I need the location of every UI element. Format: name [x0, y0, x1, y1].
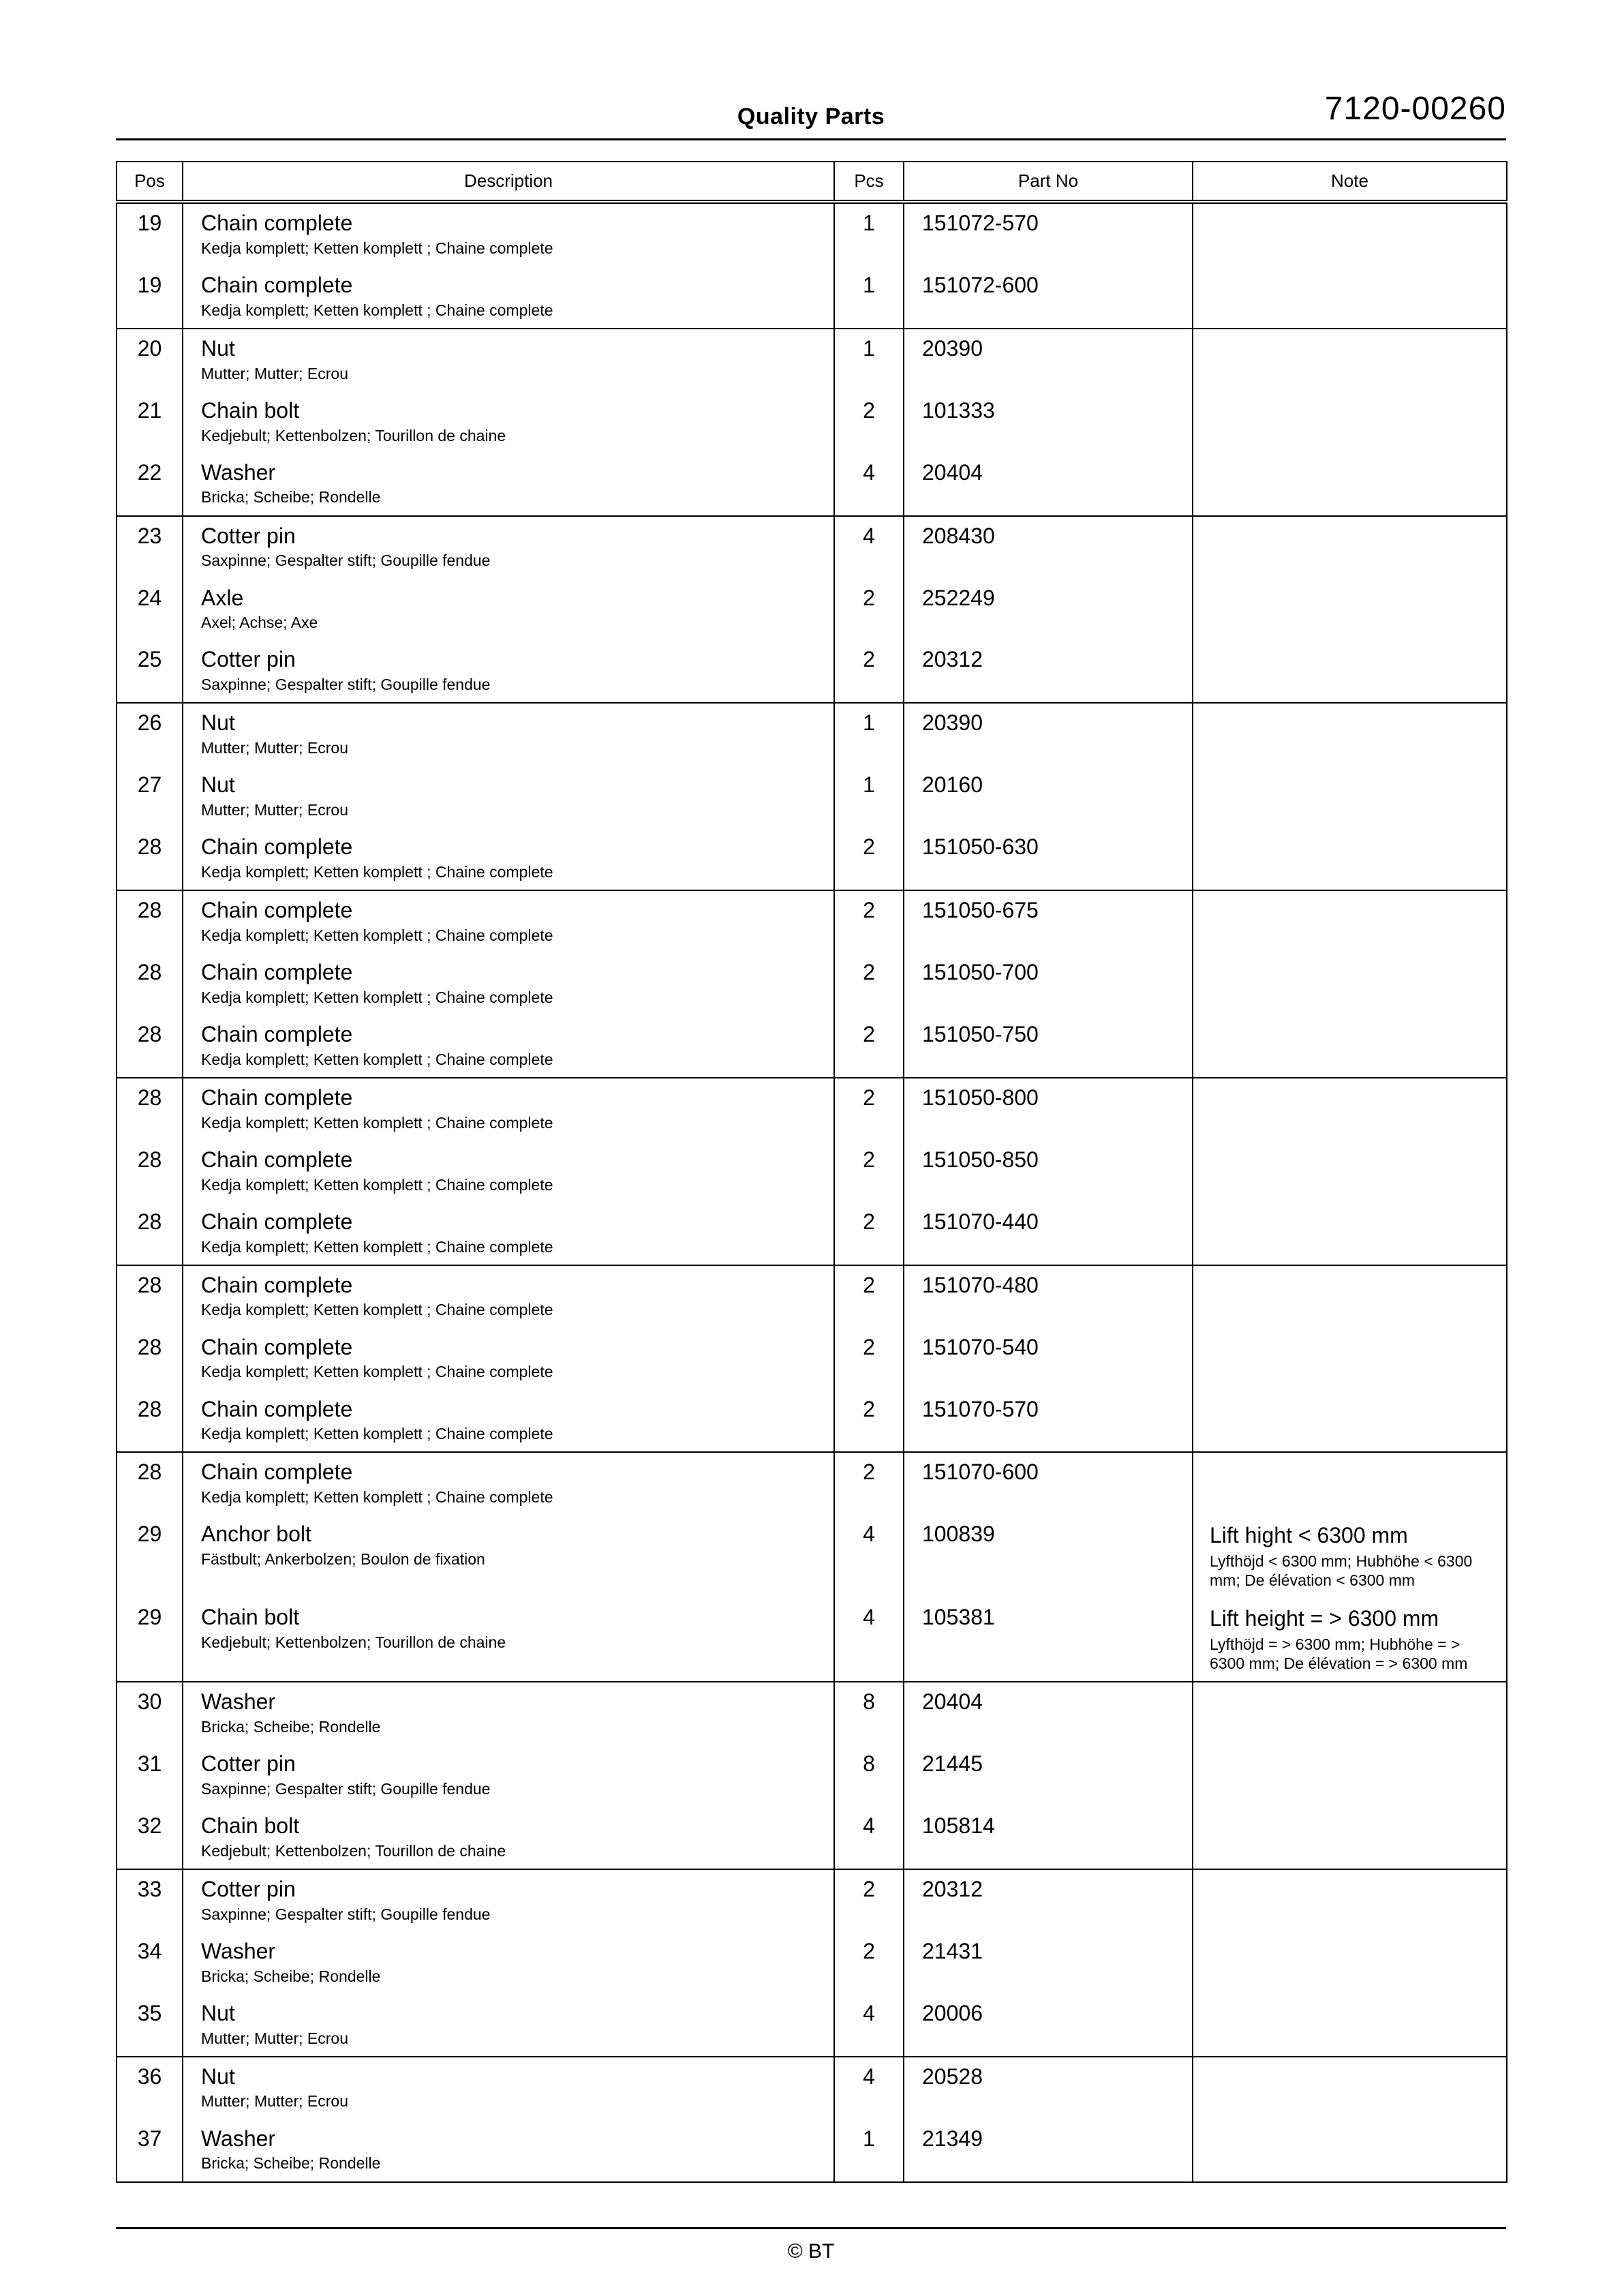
pos-cell: 28	[117, 1452, 183, 1515]
pos-cell: 28	[117, 828, 183, 890]
table-row	[117, 1203, 1507, 1265]
description-sub: Bricka; Scheibe; Rondelle	[201, 1967, 381, 1985]
column-header-pos: Pos	[117, 162, 183, 202]
pcs-cell: 2	[834, 1390, 904, 1453]
note-main: Lift hight < 6300 mm	[1210, 1523, 1408, 1548]
part-no-cell: 20006	[904, 1994, 1193, 2057]
note-cell	[1193, 1328, 1507, 1390]
description-cell	[183, 1807, 834, 1869]
pos-cell: 28	[117, 1265, 183, 1328]
pcs-cell: 4	[834, 453, 904, 516]
table-row	[117, 1078, 1507, 1141]
parts-table	[116, 161, 1508, 2183]
table-row	[117, 579, 1507, 641]
pcs-cell: 2	[834, 1932, 904, 1994]
description-cell	[183, 202, 834, 266]
part-no-cell: 20312	[904, 1869, 1193, 1932]
table-row	[117, 391, 1507, 453]
pos-cell: 24	[117, 579, 183, 641]
description-sub: Kedja komplett; Ketten komplett ; Chaine complete	[201, 988, 553, 1006]
note-cell	[1193, 516, 1507, 579]
description-cell	[183, 2057, 834, 2119]
description-main: Chain complete	[201, 1021, 353, 1046]
note-cell	[1193, 953, 1507, 1015]
description-main: Nut	[201, 2000, 235, 2025]
description-cell	[183, 1328, 834, 1390]
pos-cell: 28	[117, 1078, 183, 1141]
description-main: Chain bolt	[201, 1605, 300, 1630]
part-no-cell: 252249	[904, 579, 1193, 641]
table-row	[117, 453, 1507, 516]
pcs-cell: 4	[834, 1807, 904, 1869]
pos-cell: 34	[117, 1932, 183, 1994]
pcs-cell: 2	[834, 828, 904, 890]
description-main: Chain complete	[201, 1396, 353, 1421]
part-no-cell: 21445	[904, 1744, 1193, 1807]
description-sub: Mutter; Mutter; Ecrou	[201, 2029, 349, 2047]
pcs-cell: 2	[834, 1452, 904, 1515]
column-header-pcs: Pcs	[834, 162, 904, 202]
description-sub: Saxpinne; Gespalter stift; Goupille fendue	[201, 676, 491, 694]
description-cell	[183, 1078, 834, 1141]
description-sub: Mutter; Mutter; Ecrou	[201, 2092, 349, 2111]
pos-cell: 28	[117, 1328, 183, 1390]
table-row	[117, 1515, 1507, 1598]
note-cell	[1193, 640, 1507, 703]
table-row	[117, 1141, 1507, 1203]
part-no-cell: 151070-480	[904, 1265, 1193, 1328]
pos-cell: 20	[117, 329, 183, 391]
pcs-cell: 8	[834, 1682, 904, 1744]
note-cell	[1193, 1015, 1507, 1078]
pcs-cell: 2	[834, 579, 904, 641]
note-cell	[1193, 1265, 1507, 1328]
part-no-cell: 151070-600	[904, 1452, 1193, 1515]
description-cell	[183, 766, 834, 828]
description-cell	[183, 453, 834, 516]
description-main: Nut	[201, 335, 235, 361]
description-main: Chain complete	[201, 1272, 353, 1297]
note-main: Lift height = > 6300 mm	[1210, 1606, 1439, 1631]
description-sub: Saxpinne; Gespalter stift; Goupille fendue	[201, 1779, 491, 1798]
description-main: Chain complete	[201, 272, 353, 297]
table-row	[117, 1015, 1507, 1078]
description-cell	[183, 2119, 834, 2182]
table-row	[117, 640, 1507, 703]
pcs-cell: 4	[834, 1994, 904, 2057]
pos-cell: 28	[117, 1141, 183, 1203]
description-cell	[183, 828, 834, 890]
part-no-cell: 20404	[904, 453, 1193, 516]
note-cell	[1193, 1078, 1507, 1141]
pos-cell: 37	[117, 2119, 183, 2182]
description-main: Chain bolt	[201, 1813, 300, 1838]
note-cell	[1193, 1141, 1507, 1203]
part-no-cell: 105814	[904, 1807, 1193, 1869]
note-cell	[1193, 1994, 1507, 2057]
pos-cell: 26	[117, 703, 183, 766]
table-row	[117, 266, 1507, 329]
description-cell	[183, 1598, 834, 1682]
description-main: Chain complete	[201, 1209, 353, 1234]
pcs-cell: 4	[834, 2057, 904, 2119]
part-no-cell: 20390	[904, 703, 1193, 766]
pos-cell: 28	[117, 1390, 183, 1453]
pos-cell: 28	[117, 890, 183, 953]
note-cell	[1193, 1598, 1507, 1682]
table-row	[117, 703, 1507, 766]
description-cell	[183, 1744, 834, 1807]
part-no-cell: 21431	[904, 1932, 1193, 1994]
part-no-cell: 20390	[904, 329, 1193, 391]
description-main: Anchor bolt	[201, 1522, 311, 1547]
description-cell	[183, 1015, 834, 1078]
table-row	[117, 2119, 1507, 2182]
description-main: Cotter pin	[201, 1751, 296, 1777]
pos-cell: 27	[117, 766, 183, 828]
note-cell	[1193, 1390, 1507, 1453]
description-sub: Bricka; Scheibe; Rondelle	[201, 488, 381, 507]
description-sub: Kedjebult; Kettenbolzen; Tourillon de chaine	[201, 1841, 506, 1860]
pos-cell: 28	[117, 1203, 183, 1265]
description-sub: Kedja komplett; Ketten komplett ; Chaine complete	[201, 863, 553, 881]
part-no-cell: 151070-570	[904, 1390, 1193, 1453]
description-sub: Kedja komplett; Ketten komplett ; Chaine complete	[201, 1363, 553, 1381]
note-cell	[1193, 828, 1507, 890]
description-main: Chain complete	[201, 211, 353, 235]
table-row	[117, 1598, 1507, 1682]
description-sub: Kedja komplett; Ketten komplett ; Chaine complete	[201, 1237, 553, 1256]
page-footer	[116, 2227, 1506, 2263]
description-sub: Kedjebult; Kettenbolzen; Tourillon de chaine	[201, 426, 506, 444]
description-sub: Kedja komplett; Ketten komplett ; Chaine complete	[201, 1488, 553, 1507]
part-no-cell: 151072-570	[904, 202, 1193, 266]
note-cell	[1193, 1744, 1507, 1807]
table-row	[117, 516, 1507, 579]
pcs-cell: 2	[834, 1015, 904, 1078]
description-sub: Saxpinne; Gespalter stift; Goupille fendue	[201, 1905, 491, 1923]
pcs-cell: 2	[834, 1328, 904, 1390]
description-main: Chain complete	[201, 1460, 353, 1485]
part-no-cell: 20312	[904, 640, 1193, 703]
table-row	[117, 329, 1507, 391]
note-cell	[1193, 266, 1507, 329]
pos-cell: 25	[117, 640, 183, 703]
note-cell	[1193, 579, 1507, 641]
pos-cell: 19	[117, 266, 183, 329]
part-no-cell: 151050-800	[904, 1078, 1193, 1141]
description-main: Chain complete	[201, 834, 353, 860]
column-header-note: Note	[1193, 162, 1507, 202]
description-sub: Mutter; Mutter; Ecrou	[201, 801, 349, 819]
description-cell	[183, 391, 834, 453]
description-main: Nut	[201, 2064, 235, 2089]
pcs-cell: 2	[834, 1141, 904, 1203]
pos-cell: 32	[117, 1807, 183, 1869]
description-sub: Mutter; Mutter; Ecrou	[201, 739, 349, 757]
table-row	[117, 953, 1507, 1015]
note-cell	[1193, 1682, 1507, 1744]
column-header-part-no: Part No	[904, 162, 1193, 202]
pos-cell: 29	[117, 1515, 183, 1598]
pos-cell: 29	[117, 1598, 183, 1682]
description-cell	[183, 329, 834, 391]
table-row	[117, 1744, 1507, 1807]
table-header-row	[117, 162, 1507, 202]
table-row	[117, 828, 1507, 890]
part-no-cell: 101333	[904, 391, 1193, 453]
description-cell	[183, 579, 834, 641]
part-no-cell: 151070-540	[904, 1328, 1193, 1390]
pos-cell: 22	[117, 453, 183, 516]
description-cell	[183, 1265, 834, 1328]
note-cell	[1193, 391, 1507, 453]
description-cell	[183, 1682, 834, 1744]
description-cell	[183, 1452, 834, 1515]
pcs-cell: 1	[834, 2119, 904, 2182]
table-row	[117, 1869, 1507, 1932]
pos-cell: 19	[117, 202, 183, 266]
description-sub: Kedja komplett; Ketten komplett ; Chaine complete	[201, 1175, 553, 1194]
part-no-cell: 151050-700	[904, 953, 1193, 1015]
pcs-cell: 2	[834, 890, 904, 953]
description-sub: Kedja komplett; Ketten komplett ; Chaine complete	[201, 239, 553, 257]
note-cell	[1193, 1452, 1507, 1515]
table-row	[117, 1994, 1507, 2057]
description-sub: Saxpinne; Gespalter stift; Goupille fendue	[201, 552, 491, 570]
note-cell	[1193, 703, 1507, 766]
description-sub: Axel; Achse; Axe	[201, 614, 318, 632]
description-cell	[183, 640, 834, 703]
table-row	[117, 1265, 1507, 1328]
pos-cell: 35	[117, 1994, 183, 2057]
description-cell	[183, 953, 834, 1015]
part-no-cell: 20528	[904, 2057, 1193, 2119]
table-row	[117, 1328, 1507, 1390]
part-no-cell: 20160	[904, 766, 1193, 828]
description-main: Washer	[201, 459, 276, 485]
description-cell	[183, 1515, 834, 1598]
pcs-cell: 2	[834, 640, 904, 703]
description-sub: Mutter; Mutter; Ecrou	[201, 364, 349, 382]
note-cell	[1193, 329, 1507, 391]
pcs-cell: 2	[834, 1265, 904, 1328]
description-sub: Kedjebult; Kettenbolzen; Tourillon de chaine	[201, 1633, 506, 1652]
table-header	[117, 162, 1507, 202]
table-row	[117, 766, 1507, 828]
description-cell	[183, 703, 834, 766]
description-main: Nut	[201, 710, 235, 736]
pcs-cell: 1	[834, 202, 904, 266]
note-sub: Lyfthöjd < 6300 mm; Hubhöhe < 6300 mm; De élévation < 6300 mm	[1210, 1552, 1473, 1590]
part-no-cell: 151050-675	[904, 890, 1193, 953]
document-number: 7120-00260	[1324, 91, 1506, 127]
table-row	[117, 202, 1507, 266]
description-main: Chain complete	[201, 1085, 353, 1110]
note-sub: Lyfthöjd = > 6300 mm; Hubhöhe = > 6300 mm; De élévation = > 6300 mm	[1210, 1635, 1468, 1673]
part-no-cell: 21349	[904, 2119, 1193, 2182]
description-main: Washer	[201, 2126, 276, 2151]
description-cell	[183, 516, 834, 579]
note-cell	[1193, 1515, 1507, 1598]
description-main: Washer	[201, 1689, 276, 1715]
pcs-cell: 4	[834, 516, 904, 579]
note-cell	[1193, 890, 1507, 953]
note-cell	[1193, 1932, 1507, 1994]
table-row	[117, 890, 1507, 953]
part-no-cell: 208430	[904, 516, 1193, 579]
description-sub: Kedja komplett; Ketten komplett ; Chaine complete	[201, 301, 553, 319]
description-cell	[183, 1869, 834, 1932]
part-no-cell: 151050-750	[904, 1015, 1193, 1078]
part-no-cell: 151050-850	[904, 1141, 1193, 1203]
description-cell	[183, 1141, 834, 1203]
description-main: Washer	[201, 1938, 276, 1963]
pos-cell: 28	[117, 1015, 183, 1078]
part-no-cell: 105381	[904, 1598, 1193, 1682]
description-sub: Kedja komplett; Ketten komplett ; Chaine complete	[201, 1425, 553, 1443]
description-sub: Bricka; Scheibe; Rondelle	[201, 2154, 381, 2173]
pcs-cell: 2	[834, 1869, 904, 1932]
pcs-cell: 4	[834, 1515, 904, 1598]
part-no-cell: 151072-600	[904, 266, 1193, 329]
description-cell	[183, 1203, 834, 1265]
description-sub: Fästbult; Ankerbolzen; Boulon de fixation	[201, 1550, 485, 1569]
pos-cell: 31	[117, 1744, 183, 1807]
description-main: Chain complete	[201, 898, 353, 923]
page-header	[116, 52, 1506, 140]
pcs-cell: 2	[834, 953, 904, 1015]
note-cell	[1193, 202, 1507, 266]
column-header-description: Description	[183, 162, 834, 202]
note-cell	[1193, 2119, 1507, 2182]
pcs-cell: 4	[834, 1598, 904, 1682]
description-main: Chain complete	[201, 960, 353, 985]
table-row	[117, 2057, 1507, 2119]
description-sub: Bricka; Scheibe; Rondelle	[201, 1717, 381, 1736]
copyright-text: © BT	[787, 2240, 835, 2263]
table-row	[117, 1390, 1507, 1453]
description-main: Chain complete	[201, 1147, 353, 1172]
pcs-cell: 2	[834, 1203, 904, 1265]
description-sub: Kedja komplett; Ketten komplett ; Chaine complete	[201, 1113, 553, 1132]
pcs-cell: 2	[834, 1078, 904, 1141]
description-main: Chain bolt	[201, 397, 300, 423]
description-main: Nut	[201, 772, 235, 798]
pcs-cell: 1	[834, 329, 904, 391]
pcs-cell: 1	[834, 703, 904, 766]
note-cell	[1193, 1807, 1507, 1869]
pos-cell: 30	[117, 1682, 183, 1744]
description-main: Cotter pin	[201, 523, 296, 548]
pos-cell: 33	[117, 1869, 183, 1932]
description-cell	[183, 890, 834, 953]
note-cell	[1193, 766, 1507, 828]
pos-cell: 28	[117, 953, 183, 1015]
description-main: Cotter pin	[201, 1876, 296, 1901]
table-row	[117, 1452, 1507, 1515]
pos-cell: 23	[117, 516, 183, 579]
part-no-cell: 151070-440	[904, 1203, 1193, 1265]
description-sub: Kedja komplett; Ketten komplett ; Chaine complete	[201, 1301, 553, 1319]
note-cell	[1193, 1203, 1507, 1265]
description-cell	[183, 1994, 834, 2057]
pos-cell: 36	[117, 2057, 183, 2119]
table-row	[117, 1807, 1507, 1869]
note-cell	[1193, 453, 1507, 516]
description-main: Axle	[201, 585, 244, 610]
description-main: Chain complete	[201, 1334, 353, 1359]
pcs-cell: 8	[834, 1744, 904, 1807]
note-cell	[1193, 2057, 1507, 2119]
part-no-cell: 151050-630	[904, 828, 1193, 890]
table-body	[117, 202, 1507, 2182]
description-cell	[183, 1932, 834, 1994]
page-title: Quality Parts	[737, 104, 885, 130]
part-no-cell: 20404	[904, 1682, 1193, 1744]
description-sub: Kedja komplett; Ketten komplett ; Chaine complete	[201, 926, 553, 944]
pcs-cell: 1	[834, 766, 904, 828]
description-main: Cotter pin	[201, 647, 296, 672]
table-row	[117, 1932, 1507, 1994]
description-cell	[183, 266, 834, 329]
pos-cell: 21	[117, 391, 183, 453]
description-sub: Kedja komplett; Ketten komplett ; Chaine complete	[201, 1050, 553, 1068]
pcs-cell: 2	[834, 391, 904, 453]
table-row	[117, 1682, 1507, 1744]
pcs-cell: 1	[834, 266, 904, 329]
description-cell	[183, 1390, 834, 1453]
part-no-cell: 100839	[904, 1515, 1193, 1598]
note-cell	[1193, 1869, 1507, 1932]
